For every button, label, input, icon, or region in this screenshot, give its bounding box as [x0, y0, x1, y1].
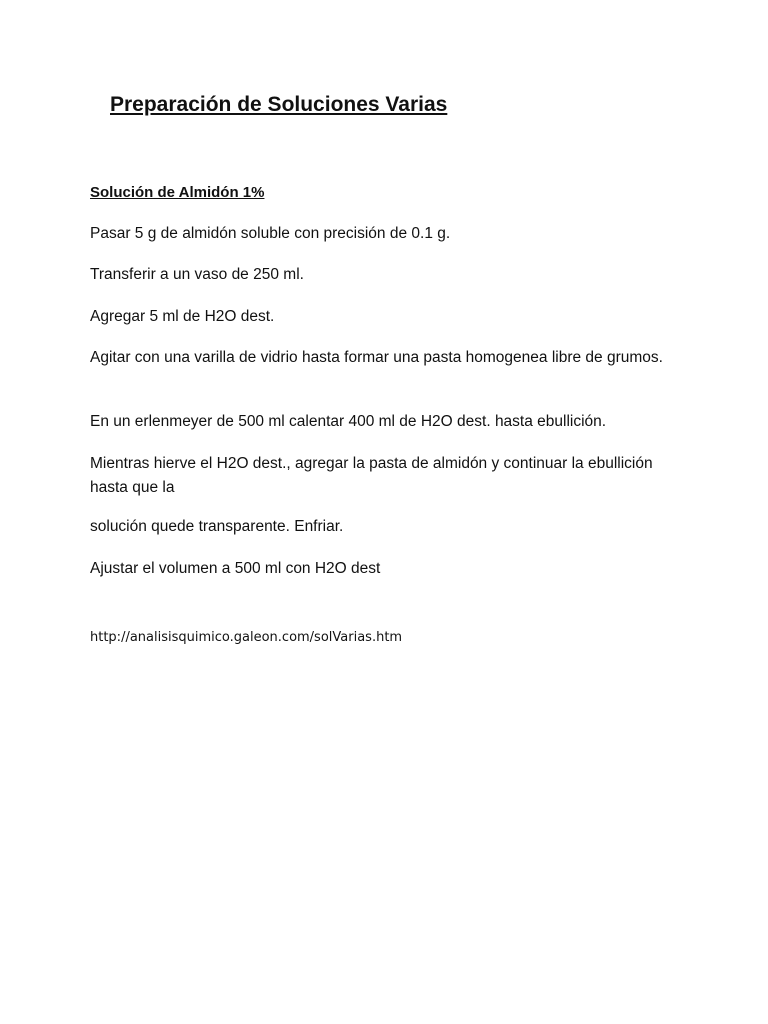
- section-title: Solución de Almidón 1%: [90, 184, 265, 201]
- paragraph-step-3: Agregar 5 ml de H2O dest.: [90, 308, 275, 325]
- paragraph-step-5: En un erlenmeyer de 500 ml calentar 400 ml de H2O dest. hasta ebullición.: [90, 413, 607, 430]
- paragraph-step-6: Mientras hierve el H2O dest., agregar la pasta de almidón y continuar la ebullición hasta que la: [90, 455, 653, 496]
- source-url-text: http://analisisquimico.galeon.com/solVarias.htm: [90, 630, 403, 645]
- paragraph-step-1: Pasar 5 g de almidón soluble con precisión de 0.1 g.: [90, 225, 451, 242]
- paragraph-step-7: solución quede transparente. Enfriar.: [90, 518, 344, 535]
- page-title: Preparación de Soluciones Varias: [110, 93, 448, 116]
- paragraph-step-8: Ajustar el volumen a 500 ml con H2O dest: [90, 560, 381, 577]
- paragraph-step-4: Agitar con una varilla de vidrio hasta formar una pasta homogenea libre de grumos.: [90, 349, 663, 366]
- paragraph-step-2: Transferir a un vaso de 250 ml.: [90, 266, 304, 283]
